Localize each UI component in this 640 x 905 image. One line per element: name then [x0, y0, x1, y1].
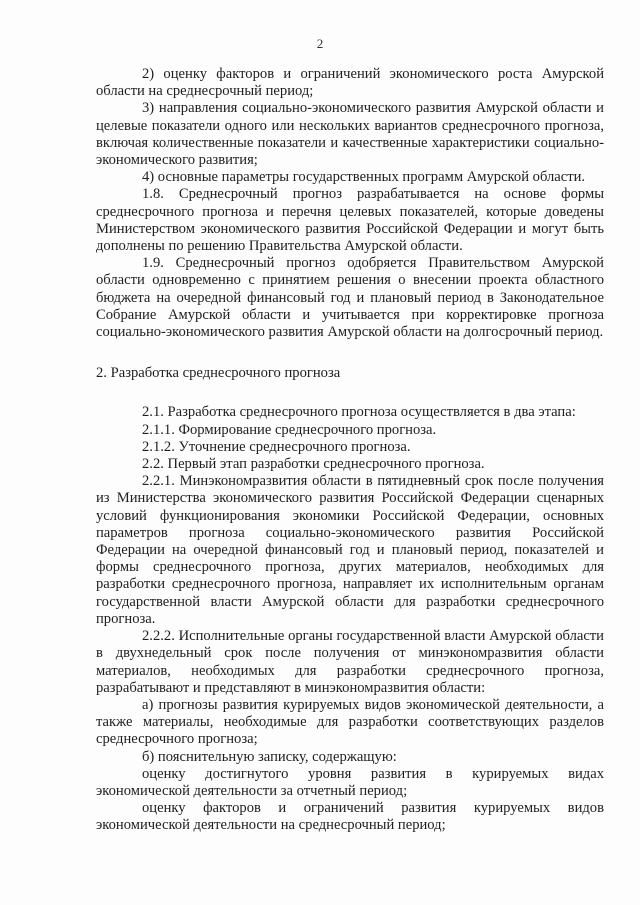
paragraph: б) пояснительную записку, содержащую:: [142, 748, 397, 765]
paragraph: оценку факторов и ограничений развития курируемых видов экономической деятельности на среднесрочный период;: [96, 800, 604, 834]
paragraph: 4) основные параметры государственных программ Амурской области.: [142, 169, 586, 186]
paragraph: 2.2.2. Исполнительные органы государственной власти Амурской области в двухнедельный срок после получения от минэкономразвития области материалов, необходимых для разработки среднесрочного прогноза, разрабатывают и представляют в минэкономразвития области:: [96, 628, 604, 696]
paragraph: 3) направления социально-экономического развития Амурской области и целевые показатели одного или нескольких вариантов среднесрочного прогноза, включая количественные показатели и качественные характеристики социально-экономического развития;: [96, 100, 604, 169]
paragraph: 2.2. Первый этап разработки среднесрочного прогноза.: [142, 456, 485, 473]
page-number: 2: [316, 36, 324, 51]
paragraph: 1.8. Среднесрочный прогноз разрабатывается на основе формы среднесрочного прогноза и перечня целевых показателей, которые доведены Министерством экономического развития Российской Федерации и могут быть дополнены по решению Правительства Амурской области.: [96, 186, 604, 255]
section-heading: 2. Разработка среднесрочного прогноза: [96, 365, 341, 382]
paragraph: 2.1.2. Уточнение среднесрочного прогноза.: [142, 438, 411, 455]
paragraph: 2.1.1. Формирование среднесрочного прогноза.: [142, 421, 437, 438]
paragraph: 2.2.1. Минэкономразвития области в пятидневный срок после получения из Министерства экономического развития Российской Федерации сценарных условий функционирования экономики Российской Федерации, основных параметров прогноза социально-экономического развития Российской Федерации на очередной финансовый год и плановый период, показателей и формы среднесрочного прогноза, других материалов, необходимых для разработки среднесрочного прогноза, направляет их исполнительным органам государственной власти Амурской области для разработки среднесрочного прогноза.: [96, 473, 604, 627]
paragraph: 2.1. Разработка среднесрочного прогноза осуществляется в два этапа:: [142, 404, 576, 421]
paragraph: оценку достигнутого уровня развития в курируемых видах экономической деятельности за отчетный период;: [96, 765, 604, 799]
paragraph: 1.9. Среднесрочный прогноз одобряется Правительством Амурской области одновременно с принятием решения о внесении проекта областного бюджета на очередной финансовый год и плановый период в Законодательное Собрание Амурской области и учитывается при корректировке прогноза социально-экономического развития Амурской области на долгосрочный период.: [96, 255, 604, 341]
paragraph: а) прогнозы развития курируемых видов экономической деятельности, а также материалы, необходимые для разработки соответствующих разделов среднесрочного прогноза;: [96, 696, 604, 748]
paragraph: 2) оценку факторов и ограничений экономического роста Амурской области на среднесрочный период;: [96, 66, 604, 100]
document-body: [96, 66, 604, 835]
